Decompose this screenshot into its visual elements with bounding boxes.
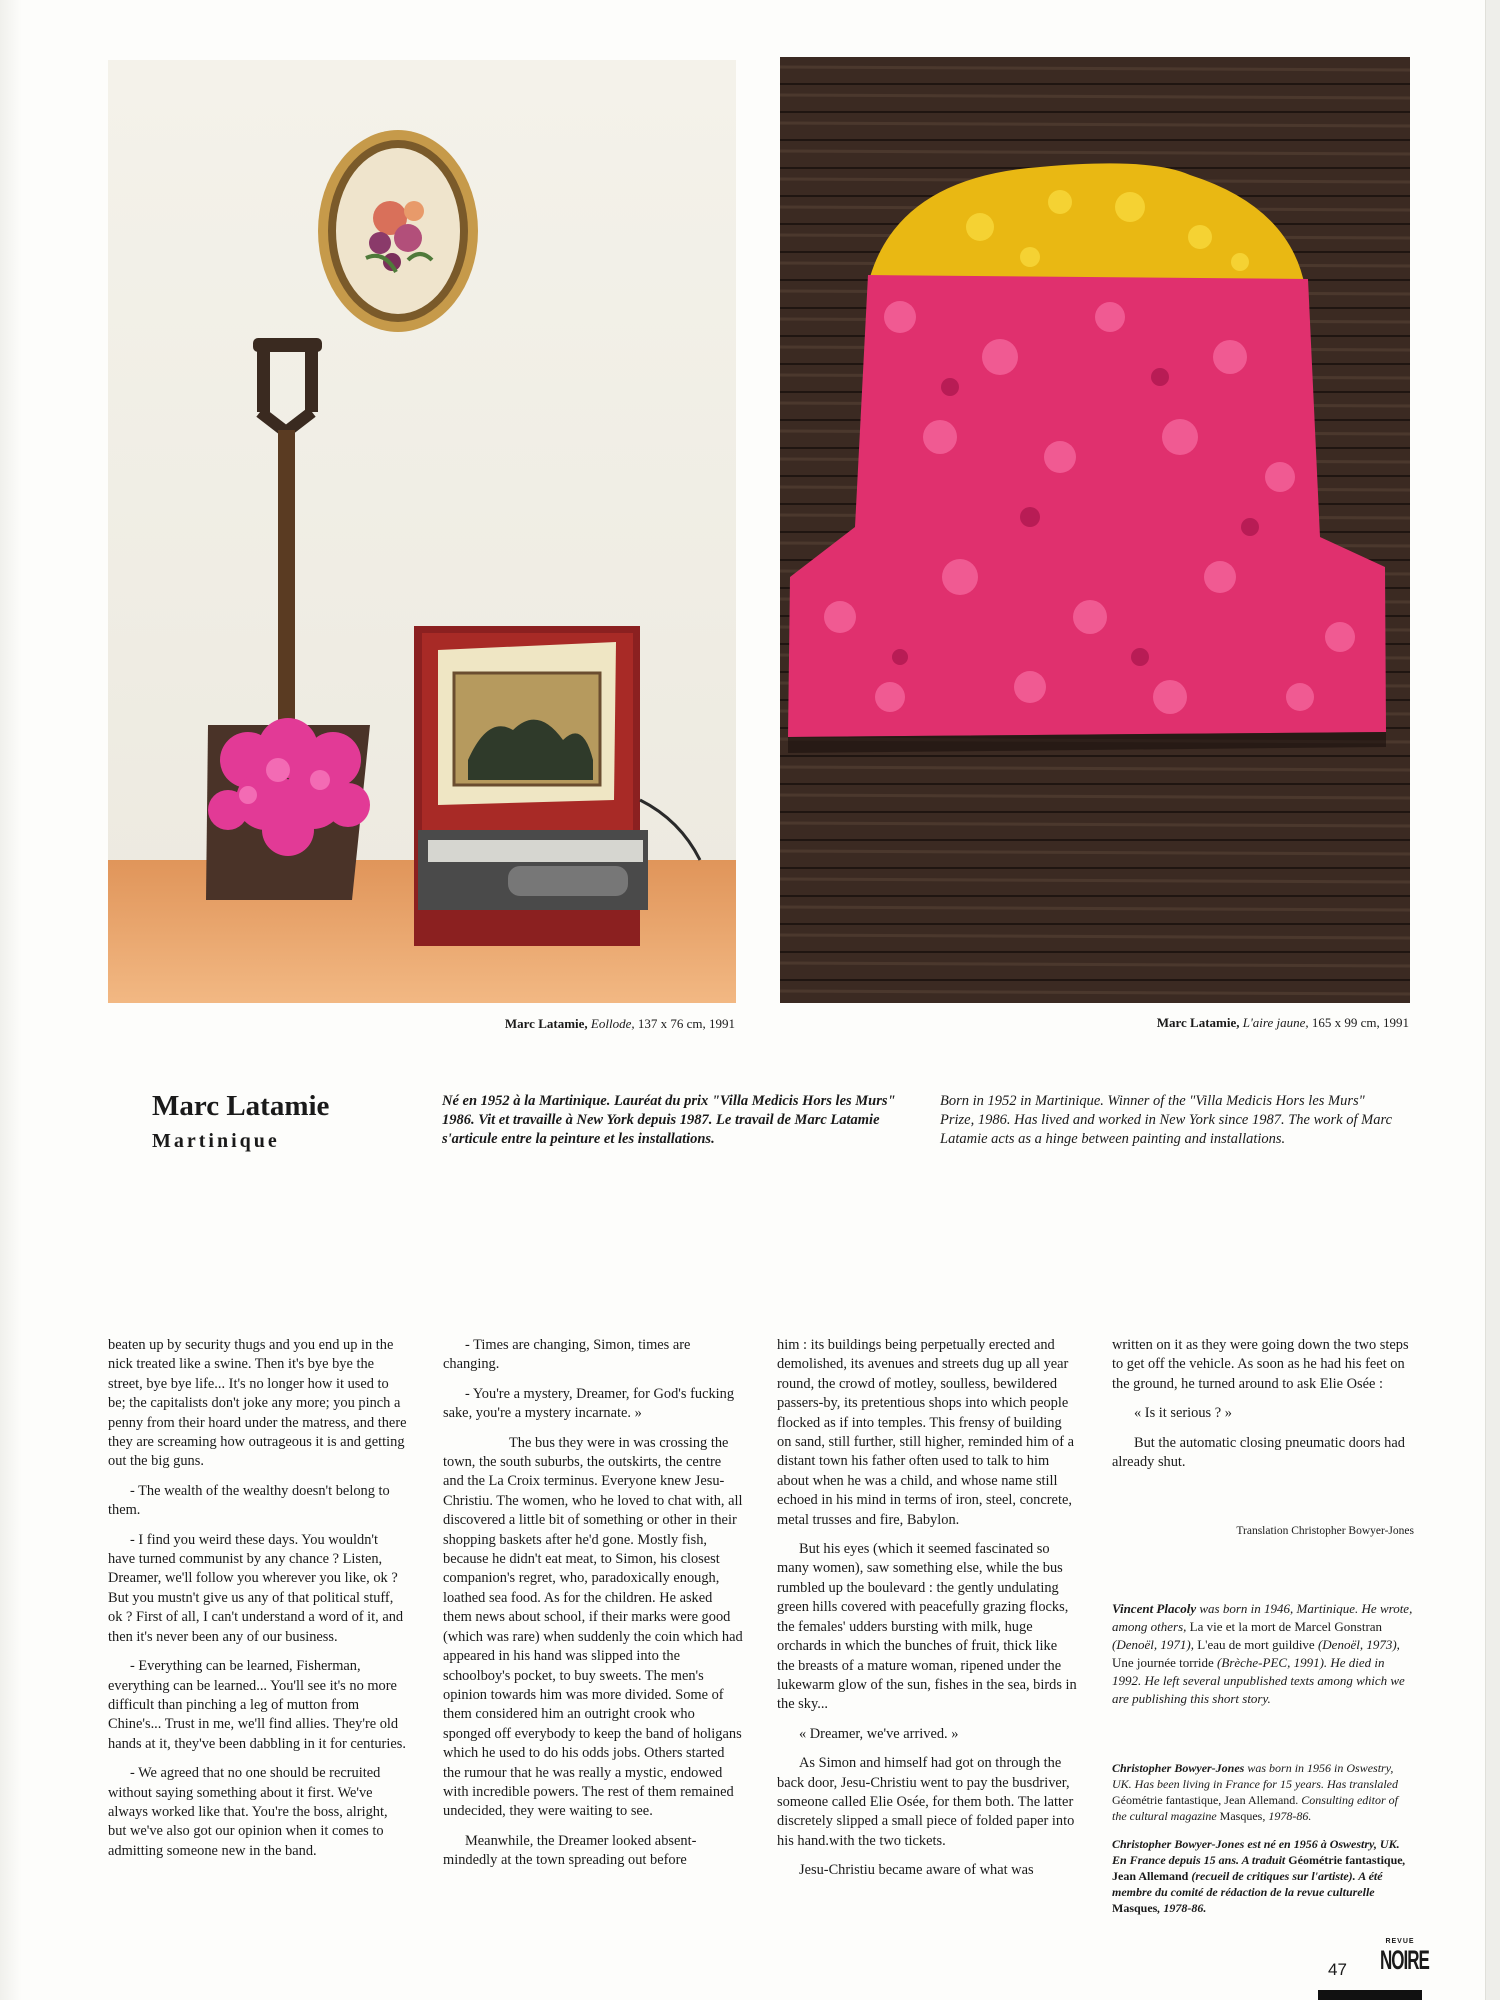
paragraph: Jesu-Christiu became aware of what was — [799, 1862, 1034, 1879]
paragraph: - Everything can be learned, Fisherman, everything can be learned... You'll see it's no more difficult than pinching a leg of mutton from Chine's... Trust in me, we'll find allies. They're old hands at it, they've been dabbling in it for centuries. — [108, 1658, 406, 1752]
paragraph: But the automatic closing pneumatic doors had already shut. — [1112, 1434, 1405, 1471]
revue-noire-logo: REVUE NOIRE — [1380, 1938, 1429, 1976]
paragraph: him : its buildings being perpetually erected and demolished, its avenues and streets dug up all year round, the crowd of motley, soulless, bewildered passers-by, its pretentious shops into which people flocked as if into temples. This frensy of building on sand, still further, still higher, reminded him of a distant town his father often used to talk to him about when he was a child, and whose name still echoed in his mind in terms of iron, steel, concrete, metal trusses and fire, Babylon. — [777, 1337, 1074, 1528]
text-column-1 — [108, 1336, 408, 1871]
paragraph: - Times are changing, Simon, times are changing. — [443, 1337, 691, 1373]
text-column-4 — [1112, 1336, 1412, 1482]
text-column-2 — [443, 1336, 743, 1881]
paragraph: « Dreamer, we've arrived. » — [799, 1725, 959, 1742]
paragraph: « Is it serious ? » — [1134, 1405, 1232, 1422]
paragraph: - I find you weird these days. You wouldn't have turned communist by any chance ? Listen, Dreamer, we'll follow you wherever you like, ok ? But you mustn't give us any of that political stuff, ok ? First of all, I can't understand a word of it, and then it's never been any of our business. — [108, 1531, 404, 1645]
footer-bar — [1318, 1990, 1422, 2000]
translation-credit: Translation Christopher Bowyer-Jones — [1236, 1525, 1414, 1537]
photo-laire-jaune — [780, 57, 1410, 1003]
caption-laire-jaune: Marc Latamie, L'aire jaune, 165 x 99 cm, 1991 — [1156, 1015, 1409, 1030]
artist-name: Marc Latamie — [152, 1090, 330, 1122]
caption-eollode: Marc Latamie, Eollode, 137 x 76 cm, 1991 — [504, 1016, 735, 1031]
paragraph: The bus they were in was crossing the town, the south suburbs, the outskirts, the centre and the La Croix terminus. Everyone knew Jesu-Christiu. The women, who he loved to chat with, all discovered a little bit of something or other in their shopping baskets after he'd gone. Mostly fish, because he didn't eat meat, to Simon, his closest companion's regret, who, paradoxically enough, loathed sea food. As for the children. He asked them news about school, if their marks were good (which was rare) when suddenly the coin which had appeared in his hand was slipped into the schoolboy's pocket, to buy sweets. The men's opinion towards him was more divided. Some of them considered him an outright crook who sponged off everybody to keep the band of holigans which he used to do his odds jobs. Others started the rumour that he was really a mystic, endowed with incredible powers. The rest of them remained undecided, they were waiting to see. — [443, 1434, 743, 1820]
paragraph: As Simon and himself had got on through the back door, Jesu-Christiu went to pay the busdriver, someone called Elie Osée, for them both. The latter discretely slipped a small piece of folded paper into his hand.with the two tickets. — [777, 1755, 1075, 1849]
paragraph: beaten up by security thugs and you end up in the nick treated like a swine. Then it's bye bye the street, bye bye life... It's no longer how it used to be; the capitalists don't joke any more; you pinch a penny from their hoard under the matress, and there they are screaming how outrageous it is and getting out the big guns. — [108, 1337, 407, 1470]
translator-note-french: Christopher Bowyer-Jones est né en 1956 à Oswestry, UK. En France depuis 15 ans. A traduit Géométrie fantastique, Jean Allemand (recueil de critiques sur l'artiste). A été membre du comité de rédaction de la revue culturelle Masques, 1978-86. — [1112, 1837, 1406, 1915]
paragraph: - The wealth of the wealthy doesn't belong to them. — [108, 1482, 390, 1519]
artist-bio-english: Born in 1952 in Martinique. Winner of the "Villa Medicis Hors les Murs" Prize, 1986. Has lived and worked in New York since 1987. The work of Marc Latamie acts as a hinge between painting and installations. — [940, 1093, 1393, 1147]
page-edge — [1485, 0, 1500, 2000]
paragraph: Meanwhile, the Dreamer looked absent-mindedly at the town spreading out before — [443, 1832, 697, 1869]
text-column-3 — [777, 1336, 1077, 1891]
artist-country: Martinique — [152, 1130, 280, 1152]
photo-eollode — [108, 60, 736, 1003]
paragraph: written on it as they were going down the two steps to get off the vehicle. As soon as he had his feet on the ground, he turned around to ask Elie Osée : — [1112, 1337, 1409, 1392]
paragraph: - We agreed that no one should be recruited without saying something about it first. We've always worked like that. You're the boss, alright, but we've also got our opinion when it comes to admitting someone new in the band. — [108, 1765, 388, 1859]
paragraph: But his eyes (which it seemed fascinated so many women), saw something else, while the bus rumbled up the boulevard : the gently undulating green hills covered with peacefully grazing flocks, the females' udders bursting with milk, huge orchards in which the bunches of fruit, thick like the breasts of a mature woman, ripened under the lukewarm glow of the sun, fishes in the sea, birds in the sky... — [777, 1541, 1077, 1713]
page-number: 47 — [1328, 1960, 1347, 1979]
paragraph: - You're a mystery, Dreamer, for God's fucking sake, you're a mystery incarnate. » — [443, 1385, 735, 1422]
page-binding — [0, 0, 22, 2000]
author-note-placoly: Vincent Placoly was born in 1946, Martinique. He wrote, among others, La vie et la mort de Marcel Gonstran (Denoël, 1971), L'eau de mort guildive (Denoël, 1973), Une journée torride (Brèche-PEC, 1991). He died in 1992. He left several unpublished texts among which we are publishing this short story. — [1112, 1601, 1413, 1706]
artist-bio-french: Né en 1952 à la Martinique. Lauréat du prix "Villa Medicis Hors les Murs" 1986. Vit et travaille à New York depuis 1987. Le travail de Marc Latamie s'articule entre la peinture et les installations. — [442, 1093, 896, 1147]
translator-note-english: Christopher Bowyer-Jones was born in 1956 in Oswestry, UK. Has been living in France for 15 years. Has translaled Géométrie fantastique, Jean Allemand. Consulting editor of the cultural magazine Masques, 1978-86. — [1112, 1761, 1398, 1823]
